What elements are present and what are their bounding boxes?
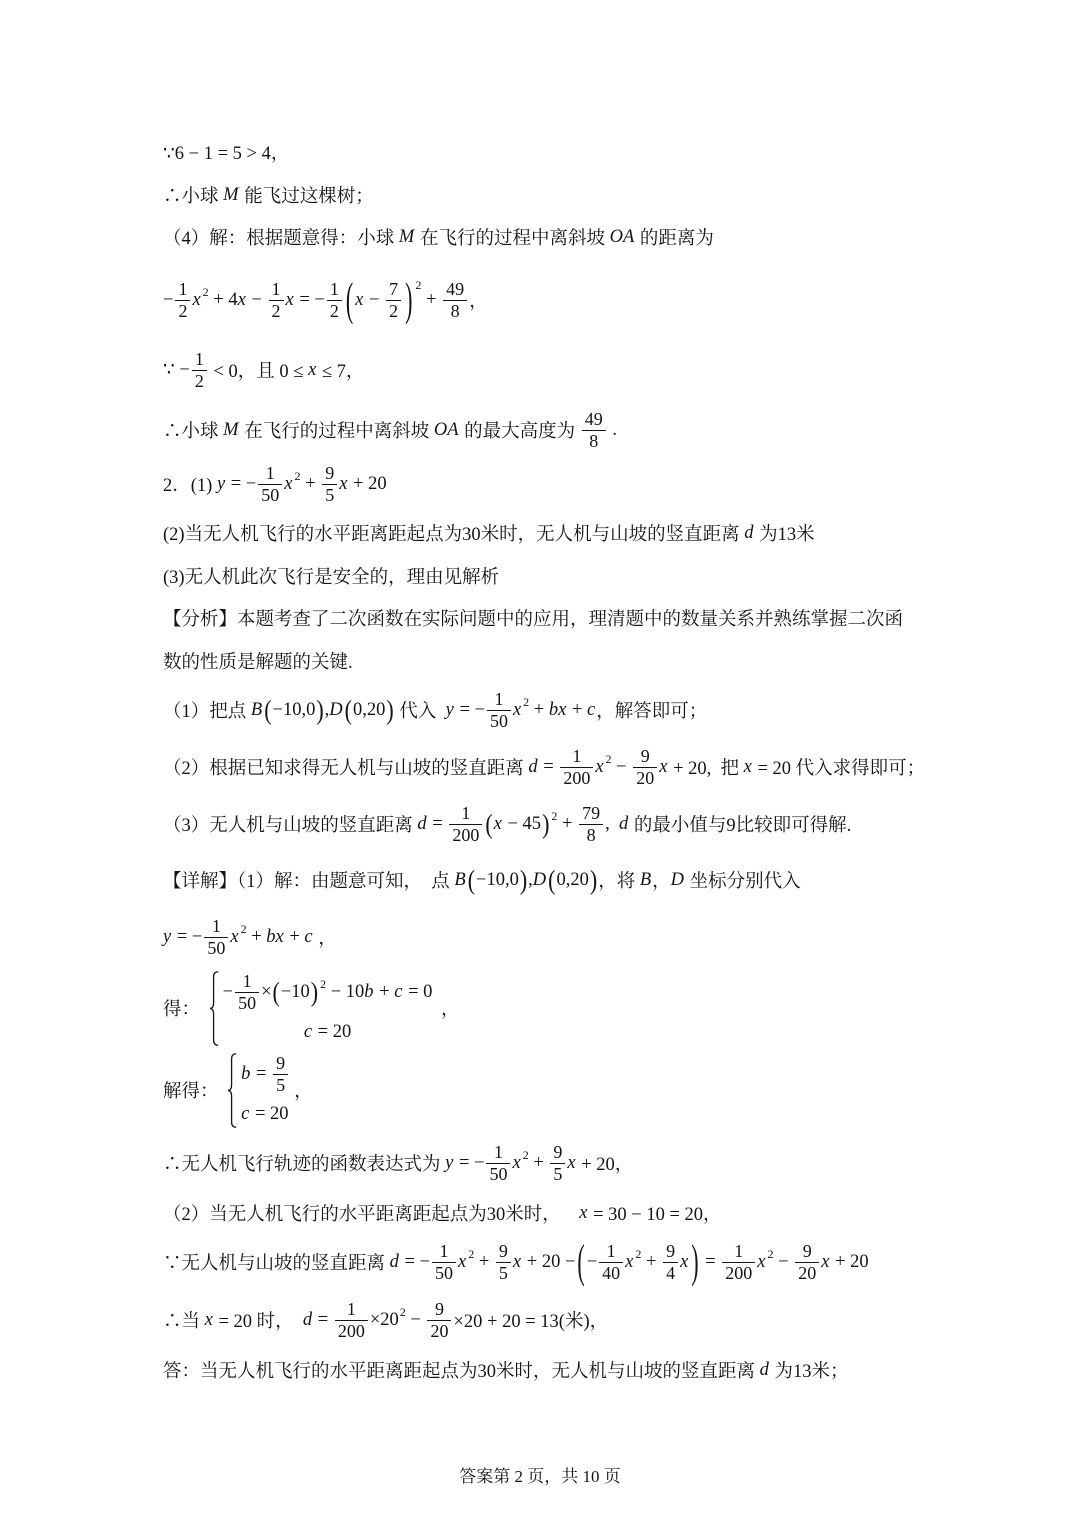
fraction — [427, 1299, 451, 1342]
text-run: 得： — [163, 1000, 205, 1020]
math-variable: x — [355, 289, 364, 310]
text-run: + — [529, 699, 549, 720]
math-variable: D — [670, 869, 685, 890]
fraction — [795, 1241, 819, 1284]
math-variable: x — [458, 1251, 467, 1272]
fraction-numerator: 1 — [493, 1141, 503, 1162]
line-23 — [163, 1340, 849, 1400]
text-run: + 20, 把 — [668, 759, 744, 779]
text-run: + — [567, 699, 587, 720]
text-run: 的最小值与9比较即可得解. — [629, 816, 852, 836]
fraction-denominator: 50 — [235, 992, 259, 1014]
math-variable: bx — [548, 699, 567, 720]
text-run: ≤ 7， — [317, 362, 365, 382]
fraction-denominator: 200 — [449, 824, 482, 846]
fraction — [722, 1241, 755, 1284]
text-run: + — [557, 813, 578, 834]
fraction — [486, 1142, 510, 1185]
text-run: ， — [469, 292, 488, 312]
math-variable: x — [579, 1202, 588, 1223]
fraction-denominator: 200 — [335, 1320, 368, 1342]
page-footer: 答案第 2 页，共 10 页 — [459, 1467, 621, 1486]
fraction — [258, 463, 282, 506]
fraction — [599, 1241, 623, 1284]
fraction-numerator: 9 — [553, 1141, 563, 1162]
text-run: = — [538, 756, 559, 777]
text-run: （2）根据已知求得无人机与山坡的竖直距离 — [163, 759, 529, 779]
system-row — [223, 1020, 433, 1046]
superscript: 2 — [240, 921, 247, 936]
large-paren: ) — [691, 1234, 699, 1288]
math-variable: M — [398, 226, 415, 247]
text-run: − — [364, 289, 385, 310]
text-run: 2．(1) — [163, 476, 217, 496]
superscript: 2 — [605, 751, 612, 766]
math-variable: c — [241, 1104, 250, 1124]
math-variable: y — [163, 926, 172, 947]
text-run: = 0 — [403, 981, 433, 1002]
superscript: 2 — [551, 808, 558, 823]
fraction — [204, 916, 228, 959]
math-variable: x — [230, 926, 239, 947]
fraction-numerator: 7 — [389, 278, 399, 299]
fraction-numerator: 9 — [802, 1240, 812, 1261]
fraction-numerator: 1 — [346, 1298, 356, 1319]
brace-path — [210, 971, 218, 1045]
fraction — [273, 1053, 288, 1096]
fraction-denominator: 40 — [599, 1262, 623, 1284]
brace — [227, 1053, 238, 1128]
fraction-numerator: 1 — [242, 970, 252, 991]
fraction-numerator: 9 — [325, 462, 335, 483]
math-variable: b — [241, 1063, 251, 1084]
math-variable: M — [223, 419, 239, 440]
brace-icon — [227, 1053, 238, 1128]
text-run: ，将 — [598, 872, 640, 892]
math-variable: B — [250, 699, 263, 720]
text-run: + 20 — [348, 473, 387, 494]
text-run: − 45 — [502, 813, 542, 834]
math-variable: D — [532, 869, 547, 890]
text-run: 在飞行的过程中离斜坡 — [239, 422, 434, 442]
math-variable: d — [417, 813, 427, 834]
superscript: 2 — [320, 976, 327, 991]
superscript: 2 — [415, 277, 422, 292]
math-variable: x — [512, 1152, 521, 1173]
fraction — [386, 279, 401, 322]
fraction — [235, 971, 259, 1014]
paren: ( — [467, 863, 476, 895]
math-variable: D — [329, 699, 343, 720]
fraction-numerator: 9 — [276, 1052, 286, 1073]
text-run: 数的性质是解题的关键. — [163, 653, 353, 673]
text-run: （4）解：根据题意得：小球 — [163, 229, 399, 249]
large-paren: ) — [405, 272, 413, 326]
equation-system — [209, 971, 433, 1046]
math-variable: y — [445, 699, 454, 720]
text-run: − — [246, 289, 267, 310]
fraction-denominator: 2 — [386, 300, 401, 322]
math-variable: OA — [433, 419, 459, 440]
math-variable: x — [512, 699, 522, 720]
text-run: ，解答即可； — [596, 702, 708, 722]
paren: ( — [344, 693, 352, 725]
system-row — [241, 1102, 290, 1128]
math-variable: x — [757, 1251, 766, 1272]
text-run: ∴当 — [163, 1312, 205, 1332]
fraction — [550, 1142, 565, 1185]
math-variable: x — [595, 756, 604, 777]
math-variable: c — [304, 926, 313, 947]
fraction-numerator: 1 — [271, 278, 281, 299]
text-run: + — [374, 981, 395, 1002]
text-run: − — [611, 756, 632, 777]
system-row — [241, 1053, 290, 1096]
fraction — [560, 746, 593, 789]
fraction-numerator: 1 — [439, 1240, 449, 1261]
text-run: 的最大高度为 — [459, 422, 580, 442]
text-run: = − — [399, 1251, 431, 1272]
text-run: − — [773, 1251, 794, 1272]
line-17 — [163, 970, 460, 1042]
fraction — [449, 803, 482, 846]
fraction — [335, 1299, 368, 1342]
fraction-denominator: 5 — [496, 1262, 511, 1284]
fraction-denominator: 2 — [192, 370, 207, 392]
text-run: = 20 代入求得即可； — [752, 759, 926, 779]
large-paren: ( — [345, 272, 354, 326]
large-paren: ( — [577, 1234, 585, 1288]
paren: ) — [310, 975, 319, 1007]
text-run: 答：当无人机飞行的水平距离距起点为30米时，无人机与山坡的竖直距离 — [163, 1362, 760, 1382]
superscript: 2 — [523, 694, 530, 709]
text-run: （1）把点 — [163, 702, 251, 722]
math-variable: d — [744, 522, 754, 543]
text-run: ×20 — [369, 1309, 399, 1330]
fraction-denominator: 200 — [722, 1262, 755, 1284]
math-variable: x — [659, 756, 668, 777]
fraction-denominator: 50 — [487, 710, 511, 732]
fraction — [579, 803, 603, 846]
math-variable: d — [759, 1359, 769, 1380]
superscript: 2 — [767, 1246, 774, 1261]
fraction-numerator: 49 — [584, 408, 603, 429]
text-run: −10,0 — [476, 869, 519, 890]
fraction-numerator: 1 — [572, 745, 582, 766]
text-run: < 0，且 0 ≤ — [208, 362, 309, 382]
fraction-numerator: 1 — [211, 915, 221, 936]
fraction-denominator: 200 — [560, 767, 593, 789]
text-run: (3)无人机此次飞行是安全的，理由见解析 — [163, 568, 500, 588]
fraction-denominator: 50 — [258, 484, 282, 506]
text-run: − — [163, 289, 174, 310]
fraction-numerator: 1 — [606, 1240, 616, 1261]
text-run: ， — [294, 1082, 313, 1102]
line-21 — [163, 1232, 869, 1292]
text-run: ∴小球 — [163, 187, 224, 207]
text-run: + 20 — [830, 1251, 869, 1272]
superscript: 2 — [399, 1304, 406, 1319]
text-run: ∴小球 — [163, 422, 224, 442]
text-run: , — [324, 699, 330, 720]
line-13 — [163, 737, 925, 797]
text-run: ， — [436, 1000, 460, 1020]
brace-icon — [209, 971, 220, 1046]
fraction-numerator: 1 — [734, 1240, 744, 1261]
fraction-numerator: 49 — [446, 278, 465, 299]
math-variable: d — [618, 813, 629, 834]
fraction-denominator: 2 — [175, 300, 190, 322]
line-03 — [163, 207, 714, 267]
text-run: + — [300, 473, 321, 494]
math-variable: x — [625, 1251, 634, 1272]
brace-path — [228, 1053, 236, 1127]
math-variable: d — [302, 1309, 313, 1330]
line-04 — [163, 270, 488, 330]
paren: ) — [386, 693, 394, 725]
text-run: ， — [652, 872, 671, 892]
paren: ) — [542, 807, 550, 839]
math-variable: x — [743, 756, 752, 777]
fraction-numerator: 1 — [194, 348, 204, 369]
text-run: + — [246, 926, 267, 947]
math-variable: c — [303, 1022, 313, 1042]
line-15 — [163, 850, 801, 910]
text-run: − — [222, 981, 234, 1002]
text-run: + — [284, 926, 305, 947]
fraction-denominator: 5 — [322, 484, 337, 506]
fraction-numerator: 9 — [498, 1240, 508, 1261]
paren: ) — [589, 863, 598, 895]
text-run: ， — [313, 929, 337, 949]
fraction-denominator: 4 — [663, 1262, 678, 1284]
text-run: 能飞过这棵树； — [239, 187, 374, 207]
text-run: = − — [172, 926, 203, 947]
fraction-denominator: 20 — [633, 767, 657, 789]
text-run: = — [427, 813, 448, 834]
math-variable: y — [216, 473, 226, 494]
text-run: (2)当无人机飞行的水平距离距起点为30米时，无人机与山坡的竖直距离 — [163, 525, 745, 545]
fraction — [432, 1241, 456, 1284]
text-run: − — [405, 1309, 426, 1330]
math-variable: B — [454, 869, 466, 890]
superscript: 2 — [635, 1246, 642, 1261]
fraction — [663, 1241, 678, 1284]
text-run: + 20， — [576, 1155, 634, 1175]
text-run: = 20 时， — [213, 1312, 303, 1332]
fraction-numerator: 9 — [640, 745, 650, 766]
fraction — [496, 1241, 511, 1284]
text-run: = — [251, 1063, 272, 1084]
text-run: + 20 − — [522, 1251, 576, 1272]
math-variable: x — [680, 1251, 689, 1272]
fraction-denominator: 8 — [579, 824, 603, 846]
fraction-numerator: 1 — [461, 802, 471, 823]
paren: ( — [264, 693, 272, 725]
math-variable: x — [284, 473, 293, 494]
fraction — [633, 746, 657, 789]
paren: ( — [548, 863, 556, 895]
text-run: 0,20 — [556, 869, 589, 890]
text-run: （3）无人机与山坡的竖直距离 — [163, 816, 418, 836]
line-16 — [163, 907, 337, 967]
text-run: + 4 — [208, 289, 238, 310]
paren: ) — [316, 693, 324, 725]
system-row — [223, 971, 433, 1014]
text-run: = − — [226, 473, 257, 494]
fraction — [175, 279, 190, 322]
math-variable: d — [389, 1251, 399, 1272]
text-run: + — [528, 1152, 549, 1173]
math-variable: x — [512, 1251, 522, 1272]
text-run: 在飞行的过程中离斜坡 — [415, 229, 610, 249]
text-run: = 20 — [250, 1104, 289, 1124]
fraction-denominator: 50 — [432, 1262, 456, 1284]
fraction-denominator: 5 — [273, 1074, 288, 1096]
text-run: ∴无人机飞行轨迹的函数表达式为 — [163, 1155, 446, 1175]
text-run: 的距离为 — [635, 229, 714, 249]
fraction-denominator: 50 — [204, 937, 228, 959]
paren: ( — [272, 975, 280, 1007]
math-variable: x — [237, 289, 246, 310]
paren: ( — [485, 807, 493, 839]
fraction-numerator: 9 — [434, 1298, 444, 1319]
fraction-numerator: 1 — [178, 278, 188, 299]
text-run: 【分析】本题考查了二次函数在实际问题中的应用，理清题中的数量关系并熟练掌握二次函 — [163, 610, 904, 630]
text-run: + — [421, 289, 442, 310]
text-run: 为13米 — [754, 525, 815, 545]
text-run: = — [700, 1251, 721, 1272]
text-run: = 20 — [313, 1022, 352, 1042]
fraction — [269, 279, 284, 322]
fraction-denominator: 8 — [443, 300, 467, 322]
math-variable: x — [493, 813, 502, 834]
fraction-denominator: 50 — [486, 1163, 510, 1185]
fraction — [487, 689, 511, 732]
math-variable: M — [223, 184, 239, 205]
math-variable: B — [639, 869, 652, 890]
line-18 — [163, 1052, 313, 1124]
math-variable: c — [587, 699, 596, 720]
math-variable: y — [445, 1152, 454, 1173]
line-14 — [163, 794, 851, 854]
text-run: 解得： — [163, 1082, 224, 1102]
fraction-denominator: 5 — [550, 1163, 565, 1185]
math-variable: x — [192, 289, 201, 310]
text-run: − 10 — [326, 981, 365, 1002]
math-variable: x — [308, 359, 317, 380]
text-run: × — [261, 981, 272, 1002]
fraction-denominator: 8 — [582, 430, 606, 452]
system-rows — [220, 971, 433, 1046]
text-run: 0,20 — [353, 699, 386, 720]
fraction — [582, 409, 606, 452]
superscript: 2 — [468, 1246, 475, 1261]
math-variable: x — [567, 1152, 576, 1173]
math-variable: x — [204, 1309, 213, 1330]
math-variable: d — [528, 756, 538, 777]
fraction-denominator: 20 — [427, 1320, 451, 1342]
math-variable: bx — [266, 926, 284, 947]
text-run: = − — [454, 1152, 485, 1173]
math-variable: x — [285, 289, 294, 310]
text-run: ∵无人机与山坡的竖直距离 — [163, 1254, 390, 1274]
math-variable: c — [394, 981, 403, 1002]
text-run: + — [641, 1251, 662, 1272]
math-variable: OA — [609, 226, 635, 247]
superscript: 2 — [202, 284, 209, 299]
fraction-numerator: 1 — [329, 278, 339, 299]
system-rows — [238, 1053, 290, 1128]
text-run: −10 — [280, 981, 310, 1002]
fraction-numerator: 1 — [265, 462, 275, 483]
text-run: −10,0 — [272, 699, 316, 720]
fraction — [327, 279, 342, 322]
brace — [209, 971, 220, 1046]
math-variable: b — [364, 981, 374, 1002]
fraction-denominator: 20 — [795, 1262, 819, 1284]
superscript: 2 — [522, 1147, 529, 1162]
text-run: = 30 − 10 = 20， — [588, 1205, 722, 1225]
text-run: , — [605, 813, 619, 834]
text-run: ∵6 − 1 = 5 > 4， — [163, 144, 290, 164]
text-run: = − — [454, 699, 485, 720]
text-run: ×20 + 20 = 13(米)， — [453, 1312, 609, 1332]
math-variable: x — [821, 1251, 830, 1272]
fraction-numerator: 79 — [582, 802, 601, 823]
fraction — [443, 279, 467, 322]
text-run: , — [528, 869, 533, 890]
text-run: （2）当无人机飞行的水平距离距起点为30米时， — [163, 1205, 580, 1225]
text-run: 坐标分别代入 — [685, 872, 801, 892]
text-run: ∵ − — [163, 360, 190, 380]
equation-system — [227, 1053, 290, 1128]
text-run: . — [607, 419, 618, 440]
paren: ) — [519, 863, 528, 895]
math-variable: x — [339, 473, 348, 494]
fraction-numerator: 1 — [494, 688, 504, 709]
line-12 — [163, 680, 707, 740]
text-run: = − — [294, 289, 325, 310]
fraction-denominator: 2 — [269, 300, 284, 322]
fraction-numerator: 9 — [666, 1240, 676, 1261]
line-05 — [163, 340, 364, 400]
fraction — [322, 463, 337, 506]
text-run: 为13米； — [769, 1362, 849, 1382]
fraction-denominator: 2 — [327, 300, 342, 322]
fraction — [192, 349, 207, 392]
text-run: 【详解】（1）解：由题意可知， 点 — [163, 872, 455, 892]
text-run: − — [586, 1251, 598, 1272]
text-run: + — [474, 1251, 494, 1272]
superscript: 2 — [294, 468, 301, 483]
line-06 — [163, 400, 617, 460]
text-run: 代入 — [394, 702, 446, 722]
text-run: = — [313, 1309, 333, 1330]
